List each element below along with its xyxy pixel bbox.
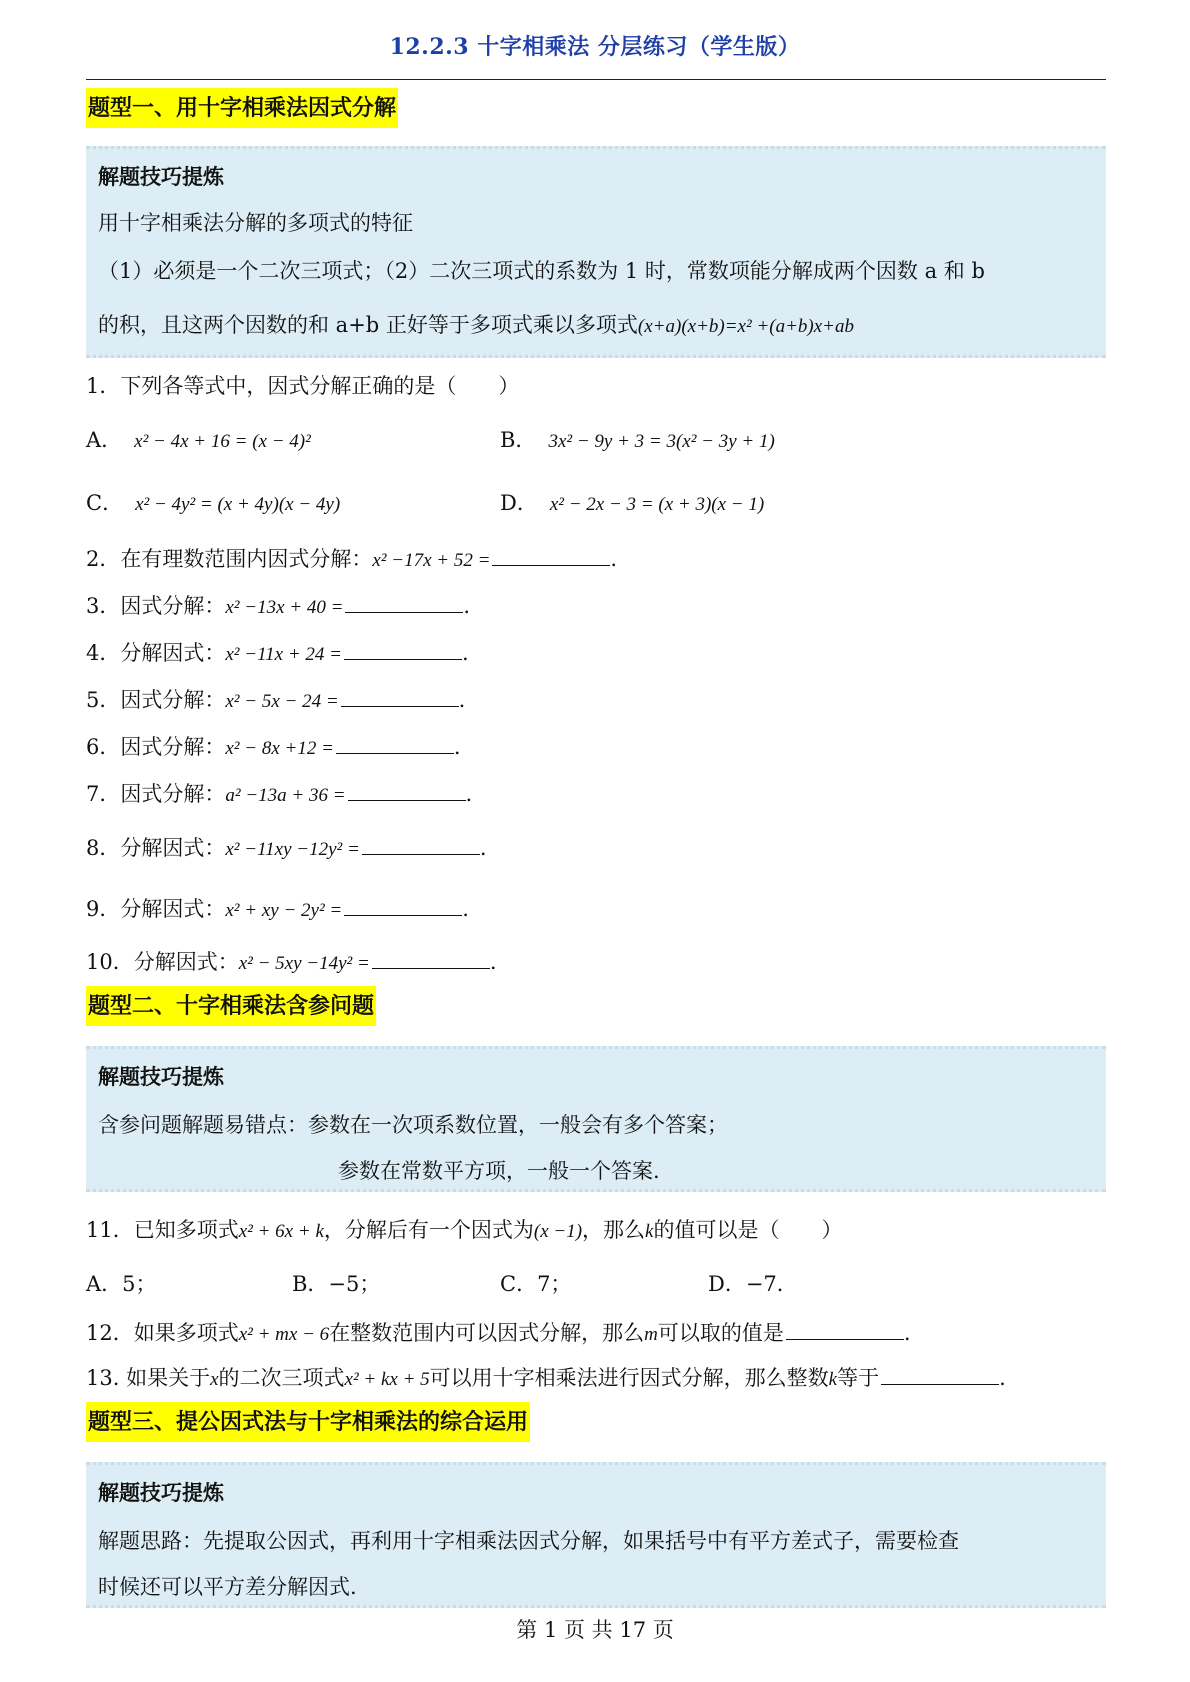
question-1-stem: 1．下列各等式中，因式分解正确的是（ ）: [86, 374, 520, 398]
option-label: B．: [500, 428, 537, 452]
q11-option-d: D．−7．: [708, 1272, 798, 1296]
question-8: 8．分解因式：x² −11xy −12y² = .: [86, 836, 487, 860]
question-expr: x² −11xy −12y² =: [225, 839, 360, 860]
question-text: 9．分解因式：: [86, 897, 226, 921]
question-expr: k: [828, 1369, 838, 1390]
question-5: 5．因式分解：x² − 5x − 24 = .: [86, 688, 466, 712]
question-expr: x² + mx − 6: [238, 1324, 330, 1345]
tip-box-1: [86, 146, 1106, 358]
tip-line: 用十字相乘法分解的多项式的特征: [98, 211, 413, 235]
section-heading-3: 题型三、提公因式法与十字相乘法的综合运用: [86, 1402, 530, 1442]
answer-blank[interactable]: [362, 834, 480, 855]
question-3: 3．因式分解：x² −13x + 40 = .: [86, 594, 471, 618]
question-text: 12．如果多项式: [86, 1321, 239, 1345]
question-text: 8．分解因式：: [86, 836, 226, 860]
question-11: [86, 1214, 842, 1244]
option-label: A．: [86, 428, 123, 452]
tip-line: 含参问题解题易错点：参数在一次项系数位置，一般会有多个答案；: [98, 1113, 728, 1137]
question-expr: x² −13x + 40 =: [225, 597, 344, 618]
tip-heading: 解题技巧提炼: [98, 1480, 224, 1505]
question-expr: x² − 5xy −14y² =: [238, 953, 370, 974]
question-4: 4．分解因式：x² −11x + 24 = .: [86, 641, 469, 665]
option-expr: x² − 4x + 16 = (x − 4)²: [134, 431, 311, 452]
question-text: 6．因式分解：: [86, 735, 226, 759]
page-footer: 第 1 页 共 17 页: [516, 1618, 674, 1642]
tip-line: [98, 309, 854, 339]
answer-blank[interactable]: [786, 1319, 904, 1340]
answer-blank[interactable]: [348, 780, 466, 801]
question-expr: x: [210, 1369, 219, 1390]
header-divider: [86, 79, 1106, 80]
question-expr: k: [645, 1221, 654, 1242]
question-text: 等于: [837, 1366, 880, 1390]
question-expr: x² + kx + 5: [344, 1369, 430, 1390]
question-text: 4．分解因式：: [86, 641, 226, 665]
option-expr: x² − 4y² = (x + 4y)(x − 4y): [135, 494, 341, 515]
question-expr: a² −13a + 36 =: [225, 785, 346, 806]
q11-option-c: C．7；: [500, 1272, 572, 1296]
question-text: 的二次三项式: [218, 1366, 345, 1390]
option-d: [500, 487, 764, 517]
question-text: 3．因式分解：: [86, 594, 226, 618]
option-a: [86, 424, 311, 454]
tip-text: 的积，且这两个因数的和 a+b 正好等于多项式乘以多项式: [98, 313, 638, 337]
question-text: 2．在有理数范围内因式分解：: [86, 547, 373, 571]
question-expr: m: [644, 1324, 658, 1345]
option-b: [500, 424, 775, 454]
question-text: ，分解后有一个因式为: [323, 1218, 534, 1242]
question-expr: x² − 5x − 24 =: [225, 691, 339, 712]
tip-line: 参数在常数平方项，一般一个答案.: [338, 1159, 660, 1183]
answer-blank[interactable]: [344, 639, 462, 660]
question-text: 5．因式分解：: [86, 688, 226, 712]
question-text: ，那么: [582, 1218, 646, 1242]
tip-formula: (x+a)(x+b)=x² +(a+b)x+ab: [637, 316, 854, 337]
page-title: 12.2.3 十字相乘法 分层练习（学生版）: [389, 34, 801, 60]
section-heading-2: 题型二、十字相乘法含参问题: [86, 986, 376, 1026]
question-expr: x² + xy − 2y² =: [225, 900, 343, 921]
tip-line: 时候还可以平方差分解因式.: [98, 1575, 357, 1599]
question-13: 13. 如果关于x的二次三项式x² + kx + 5可以用十字相乘法进行因式分解，那么整数k等于 .: [86, 1366, 1006, 1390]
question-text: 11．已知多项式: [86, 1218, 239, 1242]
question-9: 9．分解因式：x² + xy − 2y² = .: [86, 897, 469, 921]
question-expr: x² −11x + 24 =: [225, 644, 342, 665]
q11-option-b: B．−5；: [292, 1272, 381, 1296]
answer-blank[interactable]: [372, 948, 490, 969]
question-expr: x² −17x + 52 =: [372, 550, 491, 571]
question-text: 13. 如果关于: [86, 1366, 211, 1390]
question-text: 10．分解因式：: [86, 950, 239, 974]
answer-blank[interactable]: [881, 1364, 999, 1385]
answer-blank[interactable]: [345, 592, 463, 613]
tip-line: 解题思路：先提取公因式，再利用十字相乘法因式分解，如果括号中有平方差式子，需要检查: [98, 1529, 959, 1553]
question-expr: x² + 6x + k: [238, 1221, 324, 1242]
question-text: 的值可以是（ ）: [653, 1218, 843, 1242]
option-label: D．: [500, 491, 538, 515]
question-6: 6．因式分解：x² − 8x +12 = .: [86, 735, 461, 759]
answer-blank[interactable]: [492, 545, 610, 566]
section-heading-1: 题型一、用十字相乘法因式分解: [86, 88, 398, 128]
tip-heading: 解题技巧提炼: [98, 1064, 224, 1089]
question-text: 可以用十字相乘法进行因式分解，那么整数: [429, 1366, 829, 1390]
tip-box-3: [86, 1462, 1106, 1608]
option-expr: x² − 2x − 3 = (x + 3)(x − 1): [549, 494, 765, 515]
question-text: 可以取的值是: [657, 1321, 784, 1345]
question-12: 12．如果多项式x² + mx − 6在整数范围内可以因式分解，那么m可以取的值是 .: [86, 1321, 911, 1345]
question-text: 在整数范围内可以因式分解，那么: [329, 1321, 645, 1345]
question-2: 2．在有理数范围内因式分解：x² −17x + 52 = .: [86, 547, 618, 571]
question-expr: x² − 8x +12 =: [225, 738, 334, 759]
tip-box-2: [86, 1046, 1106, 1192]
tip-line: （1）必须是一个二次三项式；（2）二次三项式的系数为 1 时，常数项能分解成两个因数 a 和 b: [98, 259, 985, 283]
question-expr: (x −1): [533, 1221, 583, 1242]
option-c: [86, 487, 340, 517]
question-text: 7．因式分解：: [86, 782, 226, 806]
tip-heading: 解题技巧提炼: [98, 164, 224, 189]
option-expr: 3x² − 9y + 3 = 3(x² − 3y + 1): [548, 431, 775, 452]
question-10: 10．分解因式：x² − 5xy −14y² = .: [86, 950, 497, 974]
q11-option-a: A．5；: [86, 1272, 157, 1296]
answer-blank[interactable]: [344, 895, 462, 916]
answer-blank[interactable]: [341, 686, 459, 707]
option-label: C．: [86, 491, 124, 515]
question-7: 7．因式分解：a² −13a + 36 = .: [86, 782, 473, 806]
answer-blank[interactable]: [336, 733, 454, 754]
